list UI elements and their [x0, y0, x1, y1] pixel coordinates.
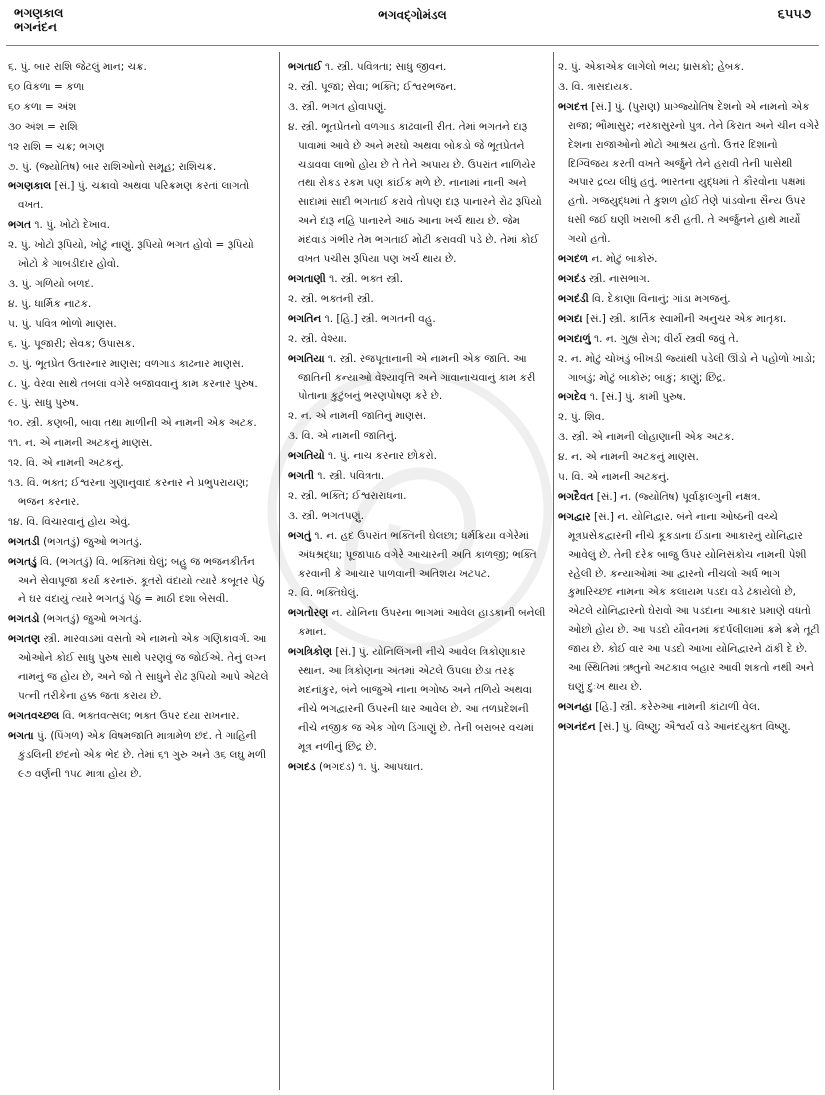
definition-text: ૭. પું. ભૂતપ્રેત ઉતારનાર માણસ; વળગાડ કાઢનાર માણસ. [8, 357, 244, 370]
definition-text: ૫. વિ. એ નામની અટકનું. [558, 471, 670, 484]
definition-text: ૩. પું. ગળિયો બળદ. [8, 277, 94, 290]
definition-text: [સં.] ન. (જ્યોતિષ) પૂર્વાફાલ્ગુની નક્ષત્ર. [593, 490, 761, 503]
definition-text: ૨. ન. મોટું ચોખંડું બીખડી જ્યાંથી પડેલી ઊંડો ને પહોળો ખાડો; ગાબડું; મોટું બાકોરું; બાકું; કાણું; છિદ્ર. [558, 352, 816, 384]
headword: ભગત [8, 219, 32, 232]
sense-line [558, 428, 820, 447]
sense-line [8, 275, 271, 294]
dictionary-entry [558, 388, 820, 407]
dictionary-entry [8, 707, 271, 726]
sense-line [288, 407, 551, 426]
definition-text: ૯. પું. સાધુ પુરુષ. [8, 397, 79, 410]
definition-text: ૧. [હિ.] સ્ત્રી. ભગતની વહુ. [321, 312, 436, 325]
definition-text: ૩. સ્ત્રી. ભગતપણું. [288, 509, 365, 522]
definition-text: ૬૦ કળા = અંશ [8, 100, 77, 113]
definition-text: ૧. સ્ત્રી. ભક્ત સ્ત્રી. [325, 272, 403, 285]
definition-text: ન. મોટું બાકોરું. [588, 253, 658, 266]
dictionary-entry [8, 610, 271, 629]
definition-text: ૬. પું. પૂજારી; સેવક; ઉપાસક. [8, 337, 136, 350]
dictionary-entry [558, 250, 820, 269]
headword: ભગદૈવત [558, 490, 594, 503]
headword: ભગતણ [8, 633, 41, 646]
first-headword: ભગણકાલ [14, 6, 64, 20]
headword: ભગતાઈ [288, 61, 322, 73]
definition-text: વિ. ભક્તવત્સલ; ભક્ત ઉપર દયા રાખનાર. [59, 709, 240, 722]
definition-text: [સં.] પું. ચક્રાવો અથવા પરિક્રમણ કરતાં લાગતો વખત. [18, 180, 250, 212]
dictionary-entry [8, 216, 271, 235]
sense-line [8, 315, 271, 334]
definition-text: ૧૦. સ્ત્રી. કણબી, બાવા તથા માળીની એ નામની એક અટક. [8, 417, 257, 430]
definition-text: ૪. પું. ધાર્મિક નાટક. [8, 297, 92, 310]
definition-text: ૧૩. વિ. ભક્ત; ઈશ્વરના ગુણાનુવાદ કરનાર ને પ્રભુપરાયણ; ભજન કરનાર. [8, 477, 249, 508]
definition-text: ૨. પું. એકાએક લાગેલો ભય; ધ્રાસકો; હેબક. [558, 61, 745, 73]
definition-text: ૨. સ્ત્રી. વેશ્યા. [288, 332, 348, 345]
dictionary-entry [8, 177, 271, 215]
column-divider [279, 52, 280, 1090]
headword: ભગતડો [8, 613, 40, 626]
sense-line [8, 78, 271, 97]
definition-text: સ્ત્રી. નાસભાગ. [585, 272, 650, 285]
definition-text: ન. યોનિના ઉપરના ભાગમાં આવેલ હાડકાની બનેલી કમાન. [298, 607, 546, 639]
headword: ભગદાળું [558, 332, 591, 345]
definition-text: ૪. ન. એ નામની અટકનું માણસ. [558, 451, 699, 464]
dictionary-entry [558, 290, 820, 309]
sense-line [558, 78, 820, 97]
definition-text: ૧. [સં.] પું. કામી પુરુષ. [586, 391, 686, 404]
sense-line [8, 513, 271, 532]
sense-line [8, 414, 271, 433]
definition-text: ૩. સ્ત્રી. ભગત હોવાપણું. [288, 100, 387, 113]
dictionary-entry [558, 698, 820, 717]
sense-line [288, 487, 551, 506]
dictionary-entry [288, 350, 551, 407]
headword: ભગતવચ્છલ [8, 709, 60, 722]
dictionary-entry [288, 310, 551, 329]
sense-line [8, 394, 271, 413]
headword: ભગદંડ [558, 272, 586, 285]
dictionary-entry [8, 533, 271, 552]
definition-text: ૨. પું. ખોટો રૂપિયો, ખોટું નાણું. રૂપિયો ભગત હોવો = રૂપિયો ખોટો કે ગાબડીદાર હોવો. [8, 239, 254, 271]
dictionary-entry [288, 467, 551, 486]
sense-line [558, 468, 820, 487]
dictionary-entry [288, 527, 551, 584]
column-right [558, 58, 820, 1090]
definition-text: [સં.] ન. યોનિદ્વાર. બંને નાના ઓષ્ઠની વચ્ચે મૂત્રપ્રસેકદ્વારની નીચે કૂકડાના ઈંડાના આકારનું યોનિદ્વાર આવેલું છે. તેની દરેક બાજુ ઉપર યોનિસંકોચ નામની પેશી રહેલી છે. કન્યાઓમાં આ દ્વારનો નીચલો અર્ધ ભાગ કુમારિચ્છદ નામના એક કલાયમ પડદા વડે ઢંકાયેલો છે, એટલે યોનિદ્વારનો ઘેરાવો આ પડદાના આકાર પ્રમાણે વધતો ઓછો હોય છે. આ પડદો યૌવનમાં કંદર્પલીલામાં ક્રમે ક્રમે તૂટી જાય છે. કોઈ વાર આ પડદો આખા યોનિદ્વારને ઢાંકી દે છે. આ સ્થિતિમાં ઋતુનો અટકાવ બહાર આવી શકતો નથી અને ઘણું દુઃખ થાય છે. [568, 510, 820, 693]
sense-line [8, 355, 271, 374]
definition-text: ૧૨. વિ. એ નામની અટકનું. [8, 457, 124, 470]
headword: ભગદત્ત [558, 100, 588, 113]
sense-line [8, 98, 271, 117]
headword: ભગદળ [558, 253, 589, 266]
sense-line [8, 434, 271, 453]
headword: ભગતડું [8, 555, 37, 568]
headword: ભગનહા [558, 700, 592, 713]
definition-text: ૩૦ અંશ = રાશિ [8, 120, 78, 133]
headword: ભગદ્વાર [558, 510, 591, 523]
definition-text: સ્ત્રી. મારવાડમાં વસતો એ નામનો એક ગણિકાવર્ગ. આ ઓઓને કોઈ સાધુ પુરુષ સાથે પરણવું જ જોઈએ. તેનું લગ્ન નામનું જ હોય છે, અને જો તે સાધુને રોઢ રૂપિયો આપે એટલે પત્ની તરીકેના હક્ક જતા કરાય છે. [18, 633, 269, 702]
definition-text: ૧૨ રાશિ = ચક્ર; ભગણ [8, 140, 105, 153]
sense-line [8, 118, 271, 137]
definition-text: ૧૪. વિ. વિચારવાનું હોય એવું. [8, 515, 131, 528]
sense-line [288, 118, 551, 269]
dictionary-entry [288, 758, 551, 777]
dictionary-entry [8, 727, 271, 784]
dictionary-entry [288, 643, 551, 756]
definition-text: (ભગદડ) ૧. પું. આપઘાત. [315, 760, 424, 773]
dictionary-entry [558, 98, 820, 249]
sense-line [288, 330, 551, 349]
page-number: ૬૫૫૭ [777, 7, 811, 22]
headword: ભગતા [8, 729, 34, 742]
definition-text: ૩. વિ. ત્રાસદાયક. [558, 80, 633, 93]
column-middle [288, 58, 551, 1090]
sense-line [8, 295, 271, 314]
definition-text: ૩. સ્ત્રી. એ નામની લોહાણાની એક અટક. [558, 431, 735, 444]
definition-text: ૨. પું. શિવ. [558, 411, 605, 424]
sense-line [8, 58, 271, 77]
sense-line [288, 78, 551, 97]
dictionary-entry [558, 508, 820, 697]
definition-text: ૮. પું. વેરવા સાથે તબલાં વગેરે બજાવવાનું કામ કરનાર પુરુષ. [8, 377, 258, 390]
headword: ભગતોરણ [288, 607, 329, 620]
dictionary-entry [558, 310, 820, 329]
last-headword: ભગનંદન [14, 20, 57, 34]
definition-text: ૩. વિ. એ નામની જાતિનું. [288, 430, 398, 443]
sense-line [8, 236, 271, 274]
dictionary-entry [558, 718, 820, 737]
definition-text: [સં.] પું. વિષ્ણુ; ઐશ્વર્ય વડે આનંદયુક્ત વિષ્ણુ. [595, 720, 791, 733]
sense-line [558, 350, 820, 388]
headword: ભગણકાલ [8, 180, 52, 193]
definition-text: [સં.] પું. (પુરાણ) પ્રાગ્જ્યોતિષ દેશનો એ નામનો એક રાજા; ભૌમાસુર; નરકાસુરનો પુત્ર. તેને કિરાત અને ચીન વગેરે દેશના રાજાઓનો મોટો આશ્રય હતો. ઉત્તર દિશાનો દિગ્વિજય કરતી વખતે અર્જુને તેને હરાવી તેની પાસેથી અપાર દ્રવ્ય લીધું હતું. ભારતના યુદ્ધમાં તે કૌરવોના પક્ષમાં હતો. ગજયુદ્ધમાં તે કુશળ હોઈ તેણે પાંડવોના સૈન્ય ઉપર ધસી જઈ ઘણી ખરાબી કરી હતી. તે અર્જુનને હાથે માર્યો ગયો હતો. [568, 100, 820, 246]
definition-text: વિ. દેકાણા વિનાનું; ગાંડા મગજનું. [588, 292, 731, 305]
definition-text: ૨. સ્ત્રી. ભક્તિ; ઈશ્વરારાધના. [288, 489, 407, 502]
definition-text: ૧. પું. ખોટો દેખાવ. [31, 219, 110, 232]
headword: ભગતી [288, 470, 315, 483]
definition-text: વિ. (ભગતડું) વિ. ભક્તિમાં ઘેલું; બહુ જ ભજનકીર્તન અને સેવાપૂજા કર્યા કરનારું. કૂતરો વંદાયો ત્યારે કબૂતર પેઠું ને ઘર વંદાયું ત્યારે ભગતડું પેઠું = માઠી દશા બેસવી. [18, 555, 265, 606]
sense-line [288, 98, 551, 117]
definition-text: ૧૧. ન. એ નામની અટકનું માણસ. [8, 437, 153, 450]
headword: ભગતિયો [288, 450, 325, 463]
definition-text: પું. (પિંગળ) એક વિષમજાતિ માત્રામેળ છંદ. તે ગાહિની કુંડલિની છંદનો એક ભેદ છે. તેમાં ૬૧ ગુરુ અને ૩૬ લઘુ મળી ૯૭ વર્ણની ૧૫૮ માત્રા હોય છે. [18, 729, 267, 780]
definition-text: ૬૦ વિકળા = કળા [8, 80, 85, 93]
dictionary-entry [288, 270, 551, 289]
dictionary-entry [288, 604, 551, 642]
definition-text: ૧. ન. હદ ઉપરાંત ભક્તિની ઘેલછા; ધર્મક્રિયા વગેરેમાં અંધશ્રદ્ધા; પૂજાપાઠ વગેરે આચારની અતિ કાળજી; ભક્તિ કરવાની કે આચાર પાળવાની અતિશય ખટપટ. [298, 529, 537, 580]
column-left [8, 58, 271, 1090]
definition-text: ૪. સ્ત્રી. ભૂતપ્રેતનો વળગાડ કાઢવાની રીત. તેમાં ભગતને દારૂ પાવામાં આવે છે અને મરઘો અથવા બોકડો જે ભૂતપ્રેતને ચડાવવા લાભો હોય છે તે તેને અપાય છે. ઉપરાંત નાળિયેર તથા રોકડ રકમ પણ કાંઈક મળે છે. નાનામાં નાની અને સાદામાં સાદી ભગતાઈ કરાવે તોપણ દારૂ પાનારને રોઢ રૂપિયો અને દારૂ નહિ પાનારને આઠ આના ખર્ચ થાય છે. જેમ મંદવાડ ગંભીર તેમ ભગતાઈ મોટી કરાવવી પડે છે. તેમાં કોઈ વખત પચીસ રૂપિયા પણ ખર્ચ થાય છે. [288, 120, 542, 266]
definition-text: ૨. વિ. ભક્તિઘેલું. [288, 587, 359, 600]
dictionary-entry [558, 270, 820, 289]
sense-line [288, 507, 551, 526]
sense-line [8, 474, 271, 512]
definition-text: ૨. સ્ત્રી. પૂજા; સેવા; ભક્તિ; ઈશ્વરભજન. [288, 80, 457, 93]
sense-line [8, 335, 271, 354]
definition-text: ૧. ન. ગુહ્ય રોગ; વીર્ય સ્ત્રવી જવું તે. [590, 332, 739, 345]
headword: ભગતાણી [288, 272, 326, 285]
dictionary-title: ભગવદ્ગોમંડલ [378, 8, 447, 22]
sense-line [288, 427, 551, 446]
header-rule [6, 45, 819, 46]
dictionary-entry [8, 553, 271, 610]
headword: ભગનંદન [558, 720, 596, 733]
dictionary-entry [8, 630, 271, 706]
headword: ભગદેવ [558, 391, 587, 404]
headword: ભગતિયા [288, 352, 325, 365]
definition-text: ૧. સ્ત્રી. રજપૂતાનાની એ નામની એક જાતિ. આ જાતિની કન્યાઓ વેશ્યાવૃત્તિ અને ગાવાનાચવાનું કામ કરી પોતાના કુટુંબનું ભરણપોષણ કરે છે. [298, 352, 536, 403]
headword: ભગદા [558, 312, 583, 325]
definition-text: (ભગતડું) જુઓ ભગતડું. [39, 613, 142, 626]
sense-line [8, 454, 271, 473]
dictionary-entry [558, 330, 820, 349]
dictionary-entry [288, 58, 551, 77]
headword: ભગતડી [8, 535, 40, 548]
column-divider [553, 52, 554, 1090]
dictionary-entry [288, 447, 551, 466]
sense-line [558, 448, 820, 467]
definition-text: [હિ.] સ્ત્રી. કરેરુઆ નામની કાંટાળી વેલ. [591, 700, 761, 713]
definition-text: ૬. પું. બાર રાશિ જેટલું માન; ચક્ર. [8, 61, 147, 73]
headword: ભગતિન [288, 312, 322, 325]
sense-line [288, 584, 551, 603]
sense-line [288, 290, 551, 309]
headword: ભગદડ [288, 760, 316, 773]
definition-text: ૭. પું. (જ્યોતિષ) બાર રાશિઓનો સમૂહ; રાશિચક્ર. [8, 160, 217, 173]
dictionary-entry [558, 488, 820, 507]
definition-text: ૨. ન. એ નામની જાતિનું માણસ. [288, 410, 427, 423]
headword: ભગત્રિકોણ [288, 646, 333, 659]
headword: ભગદંડી [558, 292, 589, 305]
sense-line [558, 58, 820, 77]
definition-text: (ભગતડું) જુઓ ભગતડું. [39, 535, 143, 548]
sense-line [558, 408, 820, 427]
definition-text: ૧. સ્ત્રી. પવિત્રતા. [314, 470, 385, 483]
sense-line [8, 375, 271, 394]
definition-text: ૫. પું. પવિત્ર ભોળો માણસ. [8, 317, 117, 330]
definition-text: ૨. સ્ત્રી. ભક્તની સ્ત્રી. [288, 292, 374, 305]
definition-text: ૧. પું. નાચ કરનાર છોકરો. [324, 450, 437, 463]
sense-line [8, 138, 271, 157]
definition-text: ૧. સ્ત્રી. પવિત્રતા; સાધુ જીવન. [321, 61, 447, 73]
headword: ભગતું [288, 529, 312, 542]
definition-text: [સં.] સ્ત્રી. કાર્તિક સ્વામીની અનુચર એક માતૃકા. [582, 312, 787, 325]
sense-line [8, 158, 271, 177]
definition-text: [સં.] પું. યોનિલિંગની નીચે આવેલ ત્રિકોણાકાર સ્થાન. આ ત્રિકોણના અંતમાં એટલે ઉપલા છેડા તરફ મદનાંકુર, બંને બાજુએ નાના ભગોષ્ઠ અને તળિયે અથવા નીચે ભગદ્વારની ઉપરની ધાર આવેલ છે. આ તળપ્રદેશની નીચે નજીક જ એક ગોળ ડિંગાણું છે. તેની બરાબર વચમાં મૂત્ર નળીનું છિદ્ર છે. [298, 646, 534, 753]
